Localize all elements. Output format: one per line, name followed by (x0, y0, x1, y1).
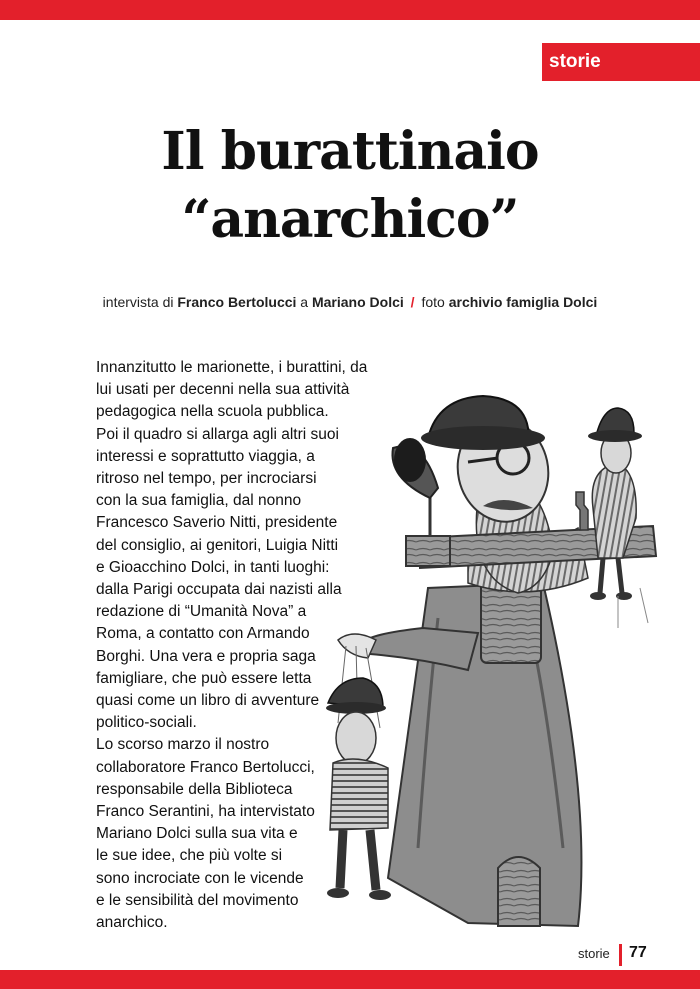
body-line: pedagogica nella scuola pubblica. (96, 403, 329, 421)
body-line: lui usati per decenni nella sua attività (96, 381, 350, 399)
byline-photo-label: foto (421, 294, 445, 310)
body-line: anarchico. (96, 914, 168, 932)
body-line: responsabile della Biblioteca (96, 780, 293, 798)
body-line: le sue idee, che più volte si (96, 847, 283, 865)
footer-divider (619, 944, 622, 966)
body-line: ritroso nel tempo, per incrociarsi (96, 470, 317, 488)
body-line: e le sensibilità del movimento (96, 891, 299, 909)
footer-section-label: storie (578, 946, 610, 961)
body-line: con la sua famiglia, dal nonno (96, 492, 302, 510)
byline-separator: / (410, 294, 415, 310)
body-line: dalla Parigi occupata dai nazisti alla (96, 581, 342, 599)
body-line: Innanzitutto le marionette, i burattini, da (96, 359, 368, 376)
byline-photo-credit: archivio famiglia Dolci (448, 294, 598, 310)
byline-subject: Mariano Dolci (311, 294, 404, 310)
body-line: collaboratore Franco Bertolucci, (96, 758, 315, 776)
byline-connector: a (300, 294, 309, 310)
body-line: del consiglio, ai genitori, Luigia Nitti (96, 536, 339, 554)
body-line: Mariano Dolci sulla sua vita e (96, 825, 298, 843)
body-line: politico-sociali. (96, 714, 197, 732)
body-line: redazione di “Umanità Nova” a (96, 603, 307, 621)
top-red-bar (0, 0, 700, 20)
section-label: storie (542, 43, 700, 81)
body-line: Borghi. Una vera e propria saga (96, 647, 316, 665)
byline (0, 294, 700, 310)
title-line-1: Il burattinaio (161, 121, 539, 182)
body-line: famigliare, che può essere letta (96, 669, 312, 687)
article-title (0, 118, 700, 254)
body-line: Francesco Saverio Nitti, presidente (96, 514, 338, 532)
page-number: 77 (629, 944, 647, 961)
title-line-2: “anarchico” (181, 189, 519, 250)
byline-author: Franco Bertolucci (177, 294, 297, 310)
puppeteer-illustration (318, 378, 663, 930)
body-line: Lo scorso marzo il nostro (96, 736, 270, 754)
body-line: e Gioacchino Dolci, in tanti luoghi: (96, 558, 330, 576)
bottom-red-bar (0, 970, 700, 989)
body-line: interessi e soprattutto viaggia, a (96, 447, 315, 465)
body-line: Franco Serantini, ha intervistato (96, 803, 315, 821)
body-line: Poi il quadro si allarga agli altri suoi (96, 425, 339, 443)
body-line: Roma, a contatto con Armando (96, 625, 310, 643)
body-line: sono incrociate con le vicende (96, 869, 304, 887)
byline-intro: intervista di (102, 294, 174, 310)
body-line: quasi come un libro di avventure (96, 692, 320, 710)
